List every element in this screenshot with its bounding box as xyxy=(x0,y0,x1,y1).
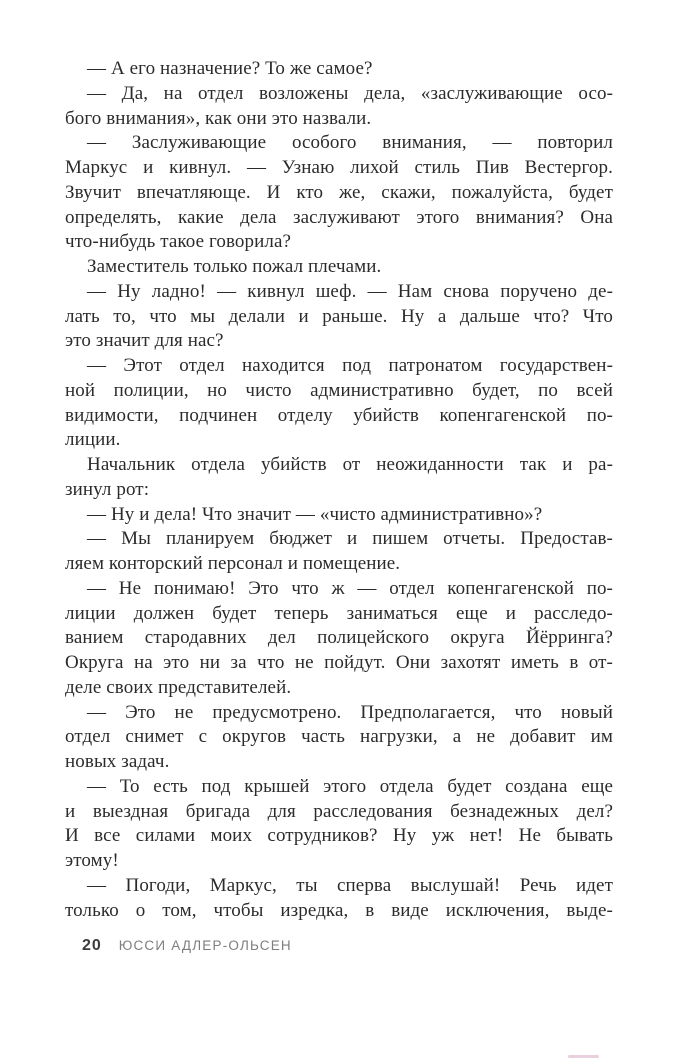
text-line: Округа на это ни за что не пойдут. Они захотят иметь в от- xyxy=(65,652,613,673)
text-line: видимости, подчинен отделу убийств копенгагенской по- xyxy=(65,404,613,426)
text-line: и выездная бригада для расследования безнадежных дел? xyxy=(65,800,613,822)
text-line: ной полиции, но чисто административно будет, по всей xyxy=(65,379,613,401)
paragraph xyxy=(65,874,613,924)
paragraph xyxy=(65,354,613,453)
paragraph xyxy=(65,82,613,132)
page-footer xyxy=(82,937,292,955)
text-line: — Погоди, Маркус, ты сперва выслушай! Речь идет xyxy=(87,874,613,896)
paragraph xyxy=(65,280,613,354)
text-line: Заместитель только пожал плечами. xyxy=(87,256,382,277)
paragraph xyxy=(65,775,613,874)
text-line: отдел снимет с округов часть нагрузки, а не добавит им xyxy=(65,726,613,748)
text-line: новых задач. xyxy=(65,751,170,772)
running-title-author: ЮССИ АДЛЕР-ОЛЬСЕН xyxy=(118,938,292,953)
paragraph xyxy=(65,577,613,701)
text-line: деле своих представителей. xyxy=(65,676,292,698)
paragraph xyxy=(65,701,613,775)
text-line: — То есть под крышей этого отдела будет создана еще xyxy=(87,775,613,797)
paragraph xyxy=(65,255,613,280)
text-line: Маркус и кивнул. — Узнаю лихой стиль Пив Вестергор. xyxy=(65,157,613,178)
text-line: зинул рот: xyxy=(65,478,150,500)
text-line: Начальник отдела убийств от неожиданности так и ра- xyxy=(87,454,613,475)
text-line: только о том, чтобы изредка, в виде исключения, выде- xyxy=(65,899,613,921)
text-line: лиции должен будет теперь заниматься еще и расследо- xyxy=(65,602,613,624)
text-line: этому! xyxy=(65,850,119,871)
paragraph xyxy=(65,131,613,255)
text-line: — Не понимаю! Это что ж — отдел копенгагенской по- xyxy=(87,577,613,599)
text-line: ванием стародавних дел полицейского округа Йёрринга? xyxy=(65,627,613,649)
progress-indicator xyxy=(568,1055,599,1058)
text-line: это значит для нас? xyxy=(65,330,224,352)
text-line: определять, какие дела заслуживают этого внимания? Она xyxy=(65,206,613,228)
text-line: — Этот отдел находится под патронатом государствен- xyxy=(87,355,613,376)
text-line: — А его назначение? То же самое? xyxy=(87,58,373,79)
text-line: ляем конторский персонал и помещение. xyxy=(65,553,401,574)
paragraph xyxy=(65,57,613,82)
text-line: — Ну ладно! — кивнул шеф. — Нам снова поручено де- xyxy=(87,280,613,302)
paragraph xyxy=(65,503,613,528)
text-line: — Это не предусмотрено. Предполагается, что новый xyxy=(87,701,613,723)
text-line: — Да, на отдел возложены дела, «заслуживающие осо- xyxy=(87,82,613,104)
paragraph xyxy=(65,527,613,577)
text-line: И все силами моих сотрудников? Ну уж нет! Не бывать xyxy=(65,825,613,847)
text-line: лать то, что мы делали и раньше. Ну а дальше что? Что xyxy=(65,305,613,327)
body-text xyxy=(65,57,613,923)
text-line: — Заслуживающие особого внимания, — повторил xyxy=(87,132,613,154)
text-line: Звучит впечатляюще. И кто же, скажи, пожалуйста, будет xyxy=(65,181,613,203)
page-number: 20 xyxy=(82,937,102,954)
text-line: лиции. xyxy=(65,429,121,451)
paragraph xyxy=(65,453,613,503)
text-line: бого внимания», как они это назвали. xyxy=(65,107,372,129)
text-line: что-нибудь такое говорила? xyxy=(65,231,292,253)
text-line: — Ну и дела! Что значит — «чисто административно»? xyxy=(87,503,543,525)
text-line: — Мы планируем бюджет и пишем отчеты. Предостав- xyxy=(87,528,613,550)
